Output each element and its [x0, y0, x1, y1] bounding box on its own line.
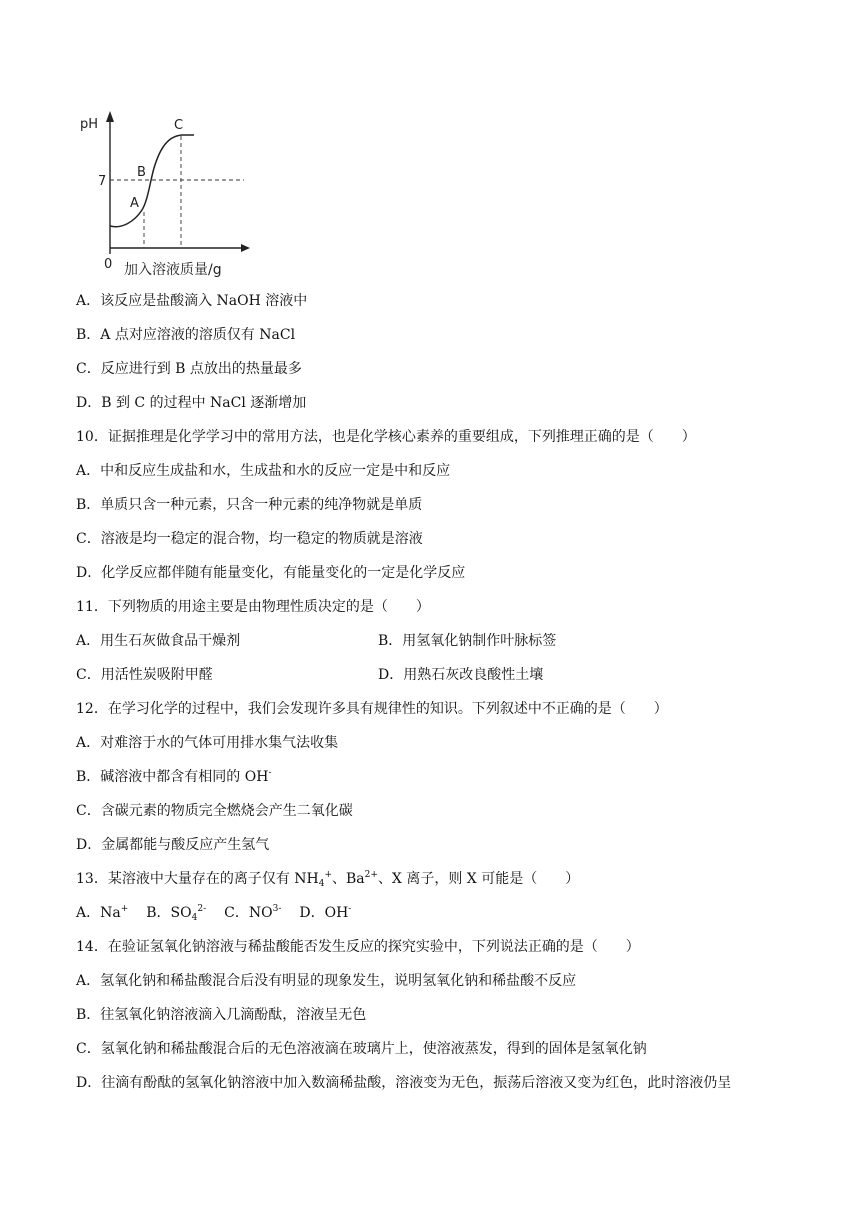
q10-option-d: D．化学反应都伴随有能量变化，有能量变化的一定是化学反应: [76, 565, 466, 581]
q10-option-c: C．溶液是均一稳定的混合物，均一稳定的物质就是溶液: [76, 531, 423, 547]
q14-option-d: D．往滴有酚酞的氢氧化钠溶液中加入数滴稀盐酸，溶液变为无色，振荡后溶液又变为红色，此时溶液仍呈: [76, 1075, 732, 1091]
q14-option-a: A．氢氧化钠和稀盐酸混合后没有明显的现象发生，说明氢氧化钠和稀盐酸不反应: [76, 973, 577, 989]
q11-option-a: A．用生石灰做食品干燥剂: [76, 633, 241, 649]
q10-stem: 10．证据推理是化学学习中的常用方法，也是化学核心素养的重要组成，下列推理正确的是（ ）: [76, 429, 696, 445]
q14-stem: 14．在验证氢氧化钠溶液与稀盐酸能否发生反应的探究实验中，下列说法正确的是（ ）: [76, 939, 640, 955]
y-axis-label: pH: [80, 117, 99, 132]
q12-option-a: A．对难溶于水的气体可用排水集气法收集: [76, 735, 339, 751]
q13-stem-part3: 、X 离子，则 X 可能是（ ）: [377, 871, 580, 887]
q13-stem-part2: 、Ba: [332, 871, 365, 887]
q13-stem: [76, 869, 579, 889]
q13-option-c-charge: 3-: [272, 904, 282, 914]
q10-option-a: A．中和反应生成盐和水，生成盐和水的反应一定是中和反应: [76, 463, 451, 479]
q11-option-b: B．用氢氧化钠制作叶脉标签: [378, 633, 557, 649]
q13-option-b-charge: 2-: [197, 904, 207, 914]
q14-option-b: B．往氢氧化钠溶液滴入几滴酚酞，溶液呈无色: [76, 1007, 367, 1023]
q9-option-b: B．A 点对应溶液的溶质仅有 NaCl: [76, 327, 296, 343]
q13-option-a-charge: +: [120, 904, 129, 914]
q11-option-d: D．用熟石灰改良酸性土壤: [378, 667, 544, 683]
q14-option-c: C．氢氧化钠和稀盐酸混合后的无色溶液滴在玻璃片上，使溶液蒸发，得到的固体是氢氧化钠: [76, 1041, 647, 1057]
q13-option-a: A．Na: [76, 905, 121, 921]
q13-option-d: D．OH: [299, 905, 349, 921]
q9-option-c: C．反应进行到 B 点放出的热量最多: [76, 361, 302, 377]
x-axis-arrow: [241, 244, 250, 252]
q13-option-c: C．NO: [224, 905, 273, 921]
q13-option-d-charge: -: [348, 904, 352, 914]
q10-option-b: B．单质只含一种元素，只含一种元素的纯净物就是单质: [76, 497, 423, 513]
q13-stem-sub1: 4: [318, 879, 325, 889]
y-axis-arrow: [106, 111, 114, 122]
point-b-label: B: [137, 165, 146, 180]
q13-stem-part1: 13．某溶液中大量存在的离子仅有 NH: [76, 871, 319, 887]
q13-stem-sup1: +: [324, 870, 333, 880]
y-tick-7: 7: [98, 174, 107, 189]
q12-option-c: C．含碳元素的物质完全燃烧会产生二氧化碳: [76, 803, 353, 819]
q9-option-d: D．B 到 C 的过程中 NaCl 逐渐增加: [76, 395, 307, 411]
q13-option-b: B．SO: [146, 905, 192, 921]
q12-stem: 12．在学习化学的过程中，我们会发现许多具有规律性的知识。下列叙述中不正确的是（ ）: [76, 701, 668, 717]
point-c-label: C: [174, 118, 184, 133]
q11-stem: 11．下列物质的用途主要是由物理性质决定的是（ ）: [76, 599, 430, 615]
q13-options: [76, 903, 351, 923]
q13-option-b-sub: 4: [191, 913, 198, 923]
ph-titration-graph: [70, 108, 250, 280]
point-a-label: A: [130, 196, 139, 211]
origin-label: 0: [104, 257, 113, 272]
q12-option-b: [76, 767, 271, 787]
x-axis-label: 加入溶液质量/g: [124, 262, 222, 278]
q12-option-b-charge: -: [268, 768, 272, 778]
q11-option-c: C．用活性炭吸附甲醛: [76, 667, 213, 683]
q13-stem-sup2: 2+: [364, 870, 378, 880]
q12-option-d: D．金属都能与酸反应产生氢气: [76, 837, 270, 853]
q9-option-a: A．该反应是盐酸滴入 NaOH 溶液中: [76, 293, 308, 309]
q12-option-b-text: B．碱溶液中都含有相同的 OH: [76, 769, 269, 785]
